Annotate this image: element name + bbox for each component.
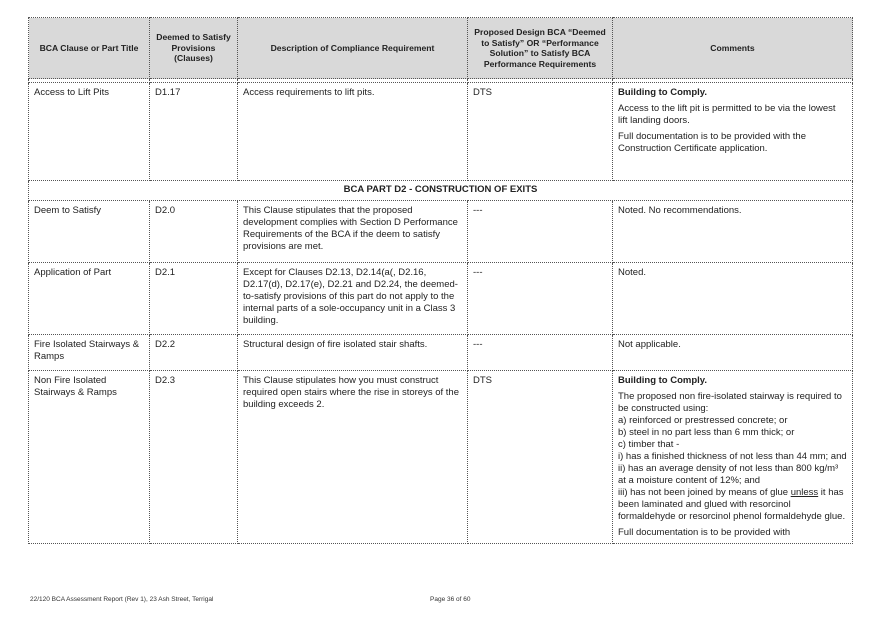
header-proposed-design: Proposed Design BCA “Deemed to Satisfy” OR “Performance Solution” to Satisfy BCA Performance Requirements [468, 18, 613, 79]
cell-ref: D2.3 [150, 371, 238, 544]
comment-title: Building to Comply. [618, 87, 708, 98]
table-row-d2-3 [29, 371, 853, 544]
cell-comment [613, 371, 853, 544]
comment-paragraph: Full documentation is to be provided with the Construction Certificate application. [618, 131, 806, 154]
table-row-d2-0 [29, 201, 853, 263]
list-item: ii) has an average density of not less than 800 kg/m³ at a moisture content of 12%; and [618, 463, 839, 486]
table-row-d2-1 [29, 263, 853, 335]
bca-compliance-table [28, 17, 853, 544]
section-heading-row [29, 181, 853, 201]
table-header-row [29, 18, 853, 79]
cell-comment: Noted. No recommendations. [613, 201, 853, 263]
cell-clause: Deem to Satisfy [29, 201, 150, 263]
list-item-text: iii) has not been joined by means of glue [618, 487, 791, 498]
footer-report-title: 22/120 BCA Assessment Report (Rev 1), 23 Ash Street, Terrigal [30, 596, 214, 603]
list-item [618, 487, 847, 523]
cell-comment: Not applicable. [613, 335, 853, 371]
list-item-text: it has been laminated and glued with resorcinol formaldehyde or resorcinol phenol formaldehyde glue. [618, 487, 846, 522]
header-clause: BCA Clause or Part Title [29, 18, 150, 79]
section-heading: BCA PART D2 - CONSTRUCTION OF EXITS [29, 181, 853, 201]
footer-page-number: Page 36 of 60 [430, 596, 471, 603]
header-dts-provisions: Deemed to Satisfy Provisions (Clauses) [150, 18, 238, 79]
list-item: b) steel in no part less than 6 mm thick; or [618, 427, 795, 438]
header-description: Description of Compliance Requirement [238, 18, 468, 79]
list-item-underlined: unless [790, 487, 819, 498]
cell-ref: D1.17 [150, 83, 238, 181]
cell-ref: D2.1 [150, 263, 238, 335]
header-comments: Comments [613, 18, 853, 79]
comment-intro: The proposed non fire-isolated stairway is required to be constructed using: [618, 391, 842, 414]
cell-clause: Application of Part [29, 263, 150, 335]
cell-proposed: DTS [468, 371, 613, 544]
cell-ref: D2.0 [150, 201, 238, 263]
cell-description: Access requirements to lift pits. [238, 83, 468, 181]
comment-paragraph: Full documentation is to be provided with [618, 527, 791, 538]
cell-clause: Non Fire Isolated Stairways & Ramps [29, 371, 150, 544]
cell-proposed: --- [468, 201, 613, 263]
cell-description: This Clause stipulates how you must construct required open stairs where the rise in storeys of the building exceeds 2. [238, 371, 468, 544]
comment-list [618, 391, 847, 523]
table-row-lift-pits [29, 83, 853, 181]
cell-proposed: DTS [468, 83, 613, 181]
cell-proposed: --- [468, 335, 613, 371]
cell-description: This Clause stipulates that the proposed development complies with Section D Performance Requirements of the BCA if the deem to satisfy provisions are met. [238, 201, 468, 263]
cell-ref: D2.2 [150, 335, 238, 371]
comment-paragraph: Access to the lift pit is permitted to be via the lowest lift landing doors. [618, 103, 836, 126]
cell-proposed: --- [468, 263, 613, 335]
cell-clause: Fire Isolated Stairways & Ramps [29, 335, 150, 371]
cell-comment [613, 83, 853, 181]
list-item: i) has a finished thickness of not less than 44 mm; and [618, 451, 847, 462]
list-item: a) reinforced or prestressed concrete; or [618, 415, 788, 426]
table-row-d2-2 [29, 335, 853, 371]
list-item: c) timber that - [618, 439, 680, 450]
cell-comment: Noted. [613, 263, 853, 335]
cell-description: Structural design of fire isolated stair shafts. [238, 335, 468, 371]
cell-description: Except for Clauses D2.13, D2.14(a(, D2.16, D2.17(d), D2.17(e), D2.21 and D2.24, the deemed-to-satisfy provisions of this part do not apply to the internal parts of a sole-occupancy unit in a Class 3 building. [238, 263, 468, 335]
cell-clause: Access to Lift Pits [29, 83, 150, 181]
comment-title: Building to Comply. [618, 375, 708, 386]
